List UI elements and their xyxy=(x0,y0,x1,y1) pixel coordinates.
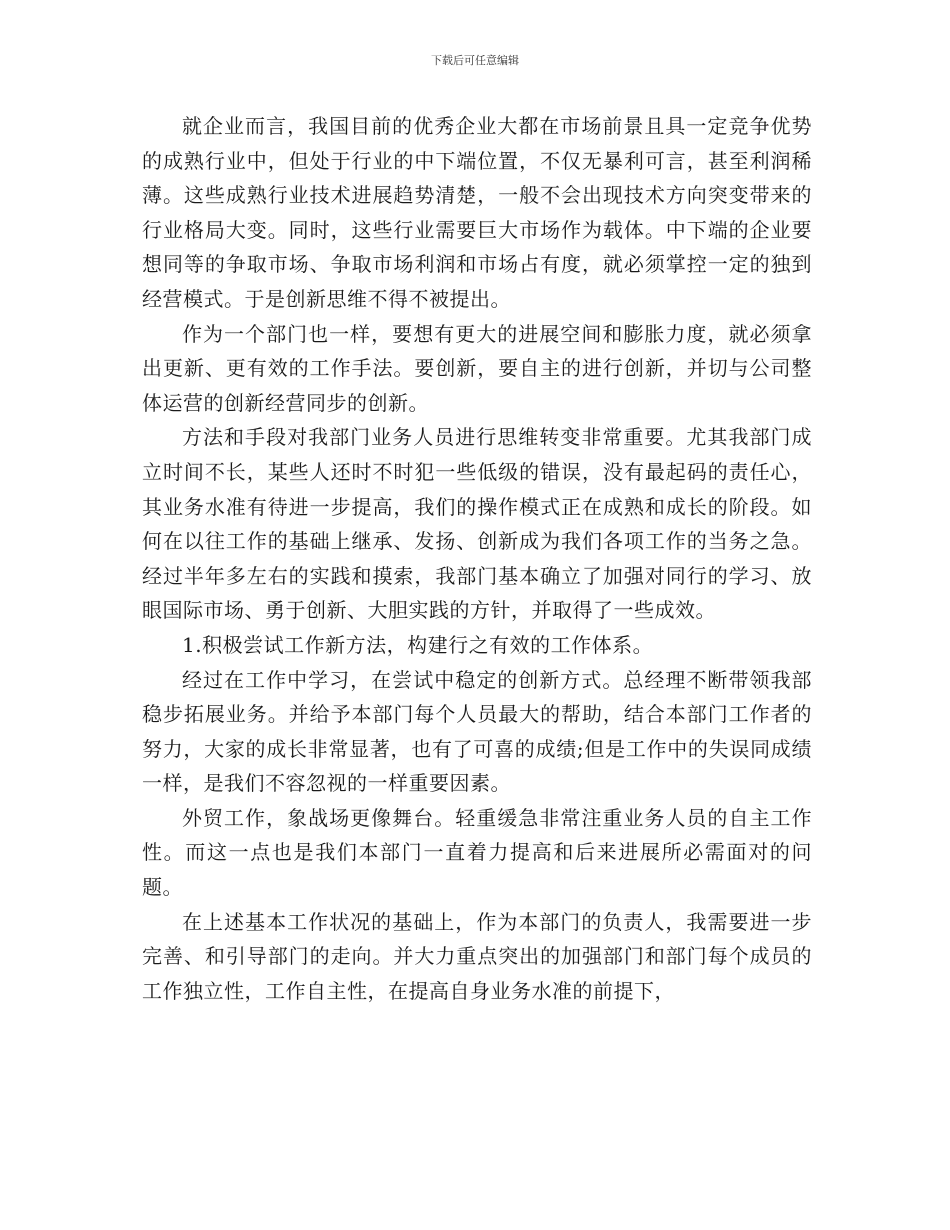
paragraph-7: 在上述基本工作状况的基础上，作为本部门的负责人，我需要进一步完善、和引导部门的走向。并大力重点突出的加强部门和部门每个成员的工作独立性，工作自主性，在提高自身业务水准的前提下， xyxy=(142,909,812,1003)
paragraph-5: 经过在工作中学习，在尝试中稳定的创新方式。总经理不断带领我部稳步拓展业务。并给予本部门每个人员最大的帮助，结合本部门工作者的努力，大家的成长非常显著，也有了可喜的成绩;但是工作中的失误同成绩一样，是我们不容忽视的一样重要因素。 xyxy=(142,667,812,796)
paragraph-1: 就企业而言，我国目前的优秀企业大都在市场前景且具一定竞争优势的成熟行业中，但处于行业的中下端位置，不仅无暴利可言，甚至利润稀薄。这些成熟行业技术进展趋势清楚，一般不会出现技术方向突变带来的行业格局大变。同时，这些行业需要巨大市场作为载体。中下端的企业要想同等的争取市场、争取市场利润和市场占有度，就必须掌控一定的独到经营模式。于是创新思维不得不被提出。 xyxy=(142,114,812,311)
paragraph-4-heading: 1.积极尝试工作新方法，构建行之有效的工作体系。 xyxy=(182,632,654,657)
paragraph-3: 方法和手段对我部门业务人员进行思维转变非常重要。尤其我部门成立时间不长，某些人还时不时犯一些低级的错误，没有最起码的责任心，其业务水准有待进一步提高，我们的操作模式正在成熟和成长的阶段。如何在以往工作的基础上继承、发扬、创新成为我们各项工作的当务之急。经过半年多左右的实践和摸索，我部门基本确立了加强对同行的学习、放眼国际市场、勇于创新、大胆实践的方针，并取得了一些成效。 xyxy=(142,425,812,623)
paragraph-2: 作为一个部门也一样，要想有更大的进展空间和膨胀力度，就必须拿出更新、更有效的工作手法。要创新，要自主的进行创新，并切与公司整体运营的创新经营同步的创新。 xyxy=(142,321,812,415)
document-body xyxy=(142,109,812,1008)
paragraph-6: 外贸工作，象战场更像舞台。轻重缓急非常注重业务人员的自主工作性。而这一点也是我们本部门一直着力提高和后来进展所必需面对的问题。 xyxy=(142,805,812,900)
page-header: 下载后可任意编辑 xyxy=(431,54,519,67)
